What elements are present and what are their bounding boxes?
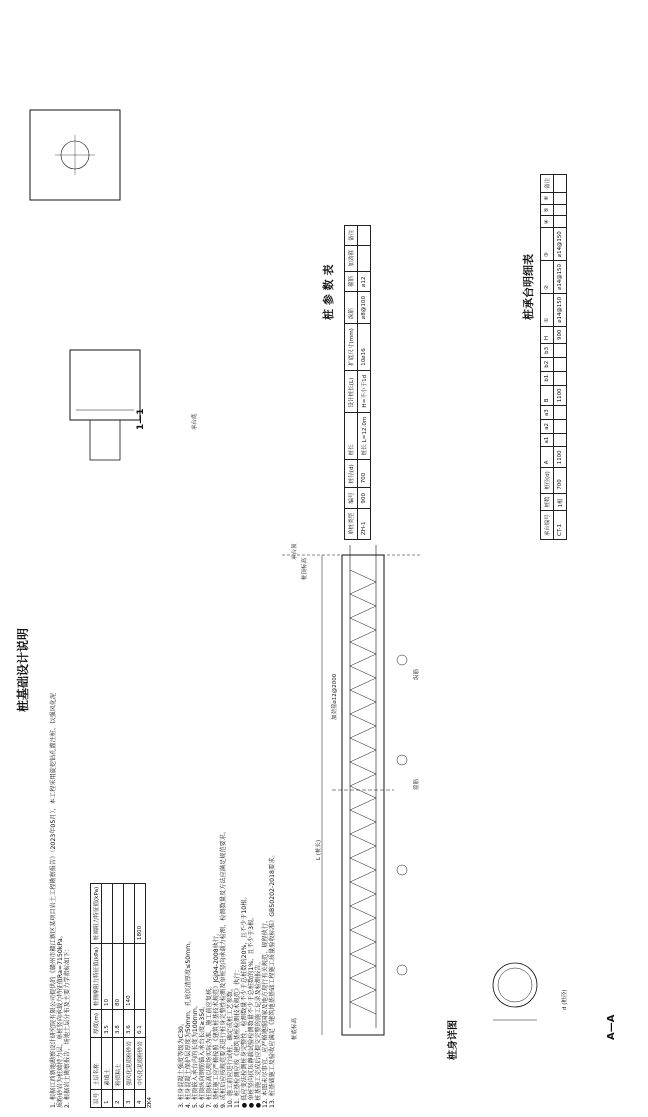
cap-th: a3	[541, 406, 554, 420]
soil-cell: 2	[113, 1089, 124, 1107]
cap-cell: 900	[554, 326, 567, 343]
cap-elevation-drawing	[60, 340, 180, 470]
soil-th: 厚度(m)	[91, 1010, 102, 1038]
cap-cell	[554, 174, 567, 192]
section-title: A—A	[606, 1014, 617, 1040]
soil-table	[90, 838, 153, 1108]
pile-th: 扩底尺寸(mm)	[345, 324, 358, 371]
pile-param-table	[344, 225, 371, 540]
pile-th: 箍筋	[345, 271, 358, 291]
section-circle	[493, 963, 537, 1007]
cap-detail-table	[540, 174, 567, 540]
cap-cell: 700	[554, 468, 567, 493]
cap-cell	[554, 216, 567, 228]
cap-th: A	[541, 447, 554, 468]
pile-cell: 10⌀16	[358, 324, 371, 371]
cap-th: 承台编号	[541, 511, 554, 540]
soil-cell: 1800	[135, 883, 146, 943]
cap-th: b2	[541, 357, 554, 371]
cap-cell	[554, 343, 567, 357]
cap-th: ④	[541, 216, 554, 228]
label-cap-top: 承台顶	[292, 543, 298, 560]
pile-th: 纵筋	[345, 291, 358, 323]
pile-th: 单桩类型	[345, 508, 358, 539]
cap-th: ①	[541, 293, 554, 326]
pile-cell: ZH-1	[358, 508, 371, 539]
cap-cell	[554, 371, 567, 385]
section-inner-circle	[498, 968, 532, 1002]
cap-th: B	[541, 385, 554, 406]
cap-th: 备注	[541, 174, 554, 192]
bubble-4	[397, 965, 407, 975]
cap-th: b3	[541, 343, 554, 357]
note-item: 8. 基桩施工应严格按照《建筑桩基技术规范》JGJ94-2008执行。	[213, 929, 220, 1108]
note-item: ● 桩基施工完成后应提交完整的施工记录及检测报告。	[255, 958, 262, 1108]
soil-th: 桩侧摩阻力特征值(kPa)	[91, 944, 102, 1010]
soil-cell: 10	[102, 944, 113, 1010]
pile-th: 编号	[345, 488, 358, 508]
note-item: 7. 桩顶标高以现场实际为准，施工前应复核。	[206, 982, 213, 1108]
pile-th: 设计桩长(L)	[345, 370, 358, 412]
cap-cell	[554, 406, 567, 420]
cap-table-title: 桩承台明细表	[522, 254, 535, 320]
cap-plan-section-title: 1—1	[136, 408, 146, 430]
note-item: 9. 成桩后应按规范要求进行桩身完整性检测及单桩竖向承载力检测，检测数量及方法应满足规范要求。	[220, 827, 227, 1108]
soil-cell: 3.5	[102, 1010, 113, 1038]
pile-cell: 900	[358, 488, 371, 508]
soil-cell: 粉质粘土	[113, 1038, 124, 1090]
cap-cell: ⌀14@150	[554, 293, 567, 326]
cap-th: b1	[541, 371, 554, 385]
note-item: 12. 本图未尽事宜，应严格遵照国家及地方现行有关规范、规程执行。	[262, 916, 269, 1108]
cap-cell: CT-1	[554, 511, 567, 540]
section-aa-drawing	[480, 940, 550, 1060]
cap-cell	[554, 192, 567, 204]
soil-cell	[113, 883, 124, 943]
cap-th: H	[541, 326, 554, 343]
bubble-1	[397, 655, 407, 665]
label-cap-bottom: 承台底	[192, 413, 198, 430]
pile-cell	[358, 245, 371, 271]
cap-cell	[554, 420, 567, 434]
soil-cell	[135, 944, 146, 1010]
bubble-3	[397, 865, 407, 875]
cap-th: ③	[541, 228, 554, 261]
cap-cell: ⌀14@150	[554, 261, 567, 294]
soil-th: 土层名称	[91, 1038, 102, 1090]
soil-cell: 80	[113, 944, 124, 1010]
pile-table-title: 桩 参 数 表	[322, 264, 335, 320]
cap-th: a1	[541, 433, 554, 447]
note-item: ● 低应变法检测桩身完整性，检测数量不少于总桩数的20%，且不少于10根。	[241, 893, 248, 1108]
bubble-2	[397, 755, 407, 765]
label-ring: 加劲箍⌀12@2000	[332, 673, 338, 720]
note-item: 3. 桩身混凝土强度等级为C30。	[178, 1019, 185, 1108]
pile-stub	[90, 420, 120, 460]
note-item: 1. 根据江西新地勘察设计研究院有限公司提供的《赣州市赣江新区某项目岩土工程勘察报告》（2023年05月），本工程采用旋挖钻孔灌注桩，以强风化泥质粉砂岩为桩端持力层，单桩竖向承载力特征值Ra=7150kPa。	[50, 692, 64, 1108]
pile-th: 备注	[345, 225, 358, 245]
cap-cell: ⌀14@150	[554, 228, 567, 261]
soil-cell: 3	[124, 1089, 135, 1107]
soil-cell: 6.1	[135, 1010, 146, 1038]
pile-cell: H=不小于1d	[358, 370, 371, 412]
note-item: 10. 施工前应进行试桩，确定成桩工艺参数。	[227, 984, 234, 1108]
pile-detail-drawing	[262, 540, 442, 1100]
note-item: 2. 根据岩土勘察报告，场地土层分布及主要力学指标如下：	[64, 945, 71, 1108]
soil-cell: 1	[102, 1089, 113, 1107]
pile-cell	[358, 225, 371, 245]
borehole-label: ZK4	[147, 1096, 153, 1108]
cap-th: a2	[541, 420, 554, 434]
soil-cell: 强风化泥质粉砂岩	[124, 1038, 135, 1090]
pile-cell: 700	[358, 460, 371, 488]
soil-th: 层号	[91, 1089, 102, 1107]
cap-cell	[554, 433, 567, 447]
cap-cell: 1根	[554, 493, 567, 511]
pile-th: 桩长	[345, 412, 358, 460]
cap-th: ⑥	[541, 192, 554, 204]
label-main-bar: 纵筋	[414, 668, 420, 680]
soil-cell: 4	[135, 1089, 146, 1107]
pile-body	[342, 555, 384, 1035]
cap-cell: 1100	[554, 385, 567, 406]
notes-block	[50, 688, 71, 1108]
cap-th: 桩数	[541, 493, 554, 511]
pile-th: 桩径(d)	[345, 460, 358, 488]
note-item: 11. 桩基检测应按《建筑基桩检测技术规范》执行：	[234, 966, 241, 1108]
cap-cell	[554, 357, 567, 371]
pile-th: 加劲箍	[345, 245, 358, 271]
pile-cell: 桩长 L=12.0m	[358, 412, 371, 460]
label-stirrup: 箍筋	[414, 778, 420, 790]
soil-cell: 3.8	[113, 1010, 124, 1038]
note-item: ● 单桩竖向抗压静载试验检测数量不少于总桩数的1%，且不少于3根。	[248, 913, 255, 1108]
note-item: 13. 桩基础施工及验收应满足《建筑地基基础工程施工质量验收标准》GB50202-2018要求。	[269, 851, 276, 1108]
soil-cell: 3.6	[124, 1010, 135, 1038]
label-bottom: 桩底标高	[292, 1017, 298, 1040]
cap-th: ⑤	[541, 204, 554, 216]
label-diameter: d (桩径)	[562, 989, 568, 1010]
cap-plan-drawing	[20, 100, 140, 220]
pile-detail-title: 桩身详图	[448, 1020, 459, 1060]
soil-cell: 140	[124, 944, 135, 1010]
cap-cell: 1100	[554, 447, 567, 468]
stirrup-spiral	[350, 570, 376, 1014]
note-item: 5. 桩顶嵌入承台内的长度为100mm。	[192, 1002, 199, 1108]
cap-block	[70, 350, 140, 420]
notes-title: 桩基础设计说明	[16, 627, 30, 712]
soil-th: 桩端阻力特征值(kPa)	[91, 883, 102, 943]
pile-cell: ⌀8@100	[358, 291, 371, 323]
cap-cell	[554, 204, 567, 216]
label-pile-top: 桩顶标高	[302, 557, 308, 580]
soil-cell	[124, 883, 135, 943]
soil-cell: 中风化泥质粉砂岩	[135, 1038, 146, 1090]
note-item: 6. 桩顶纵向钢筋锚入承台长度≥35d。	[199, 1002, 206, 1108]
soil-cell: 素填土	[102, 1038, 113, 1090]
label-length: L (桩长)	[316, 839, 322, 860]
pile-cell: ⌀12	[358, 271, 371, 291]
cap-th: 桩径(d)	[541, 468, 554, 493]
cap-th: ②	[541, 261, 554, 294]
soil-cell	[102, 883, 113, 943]
note-item: 4. 桩身混凝土保护层厚度为50mm，孔底沉渣厚度≤50mm。	[185, 937, 192, 1108]
